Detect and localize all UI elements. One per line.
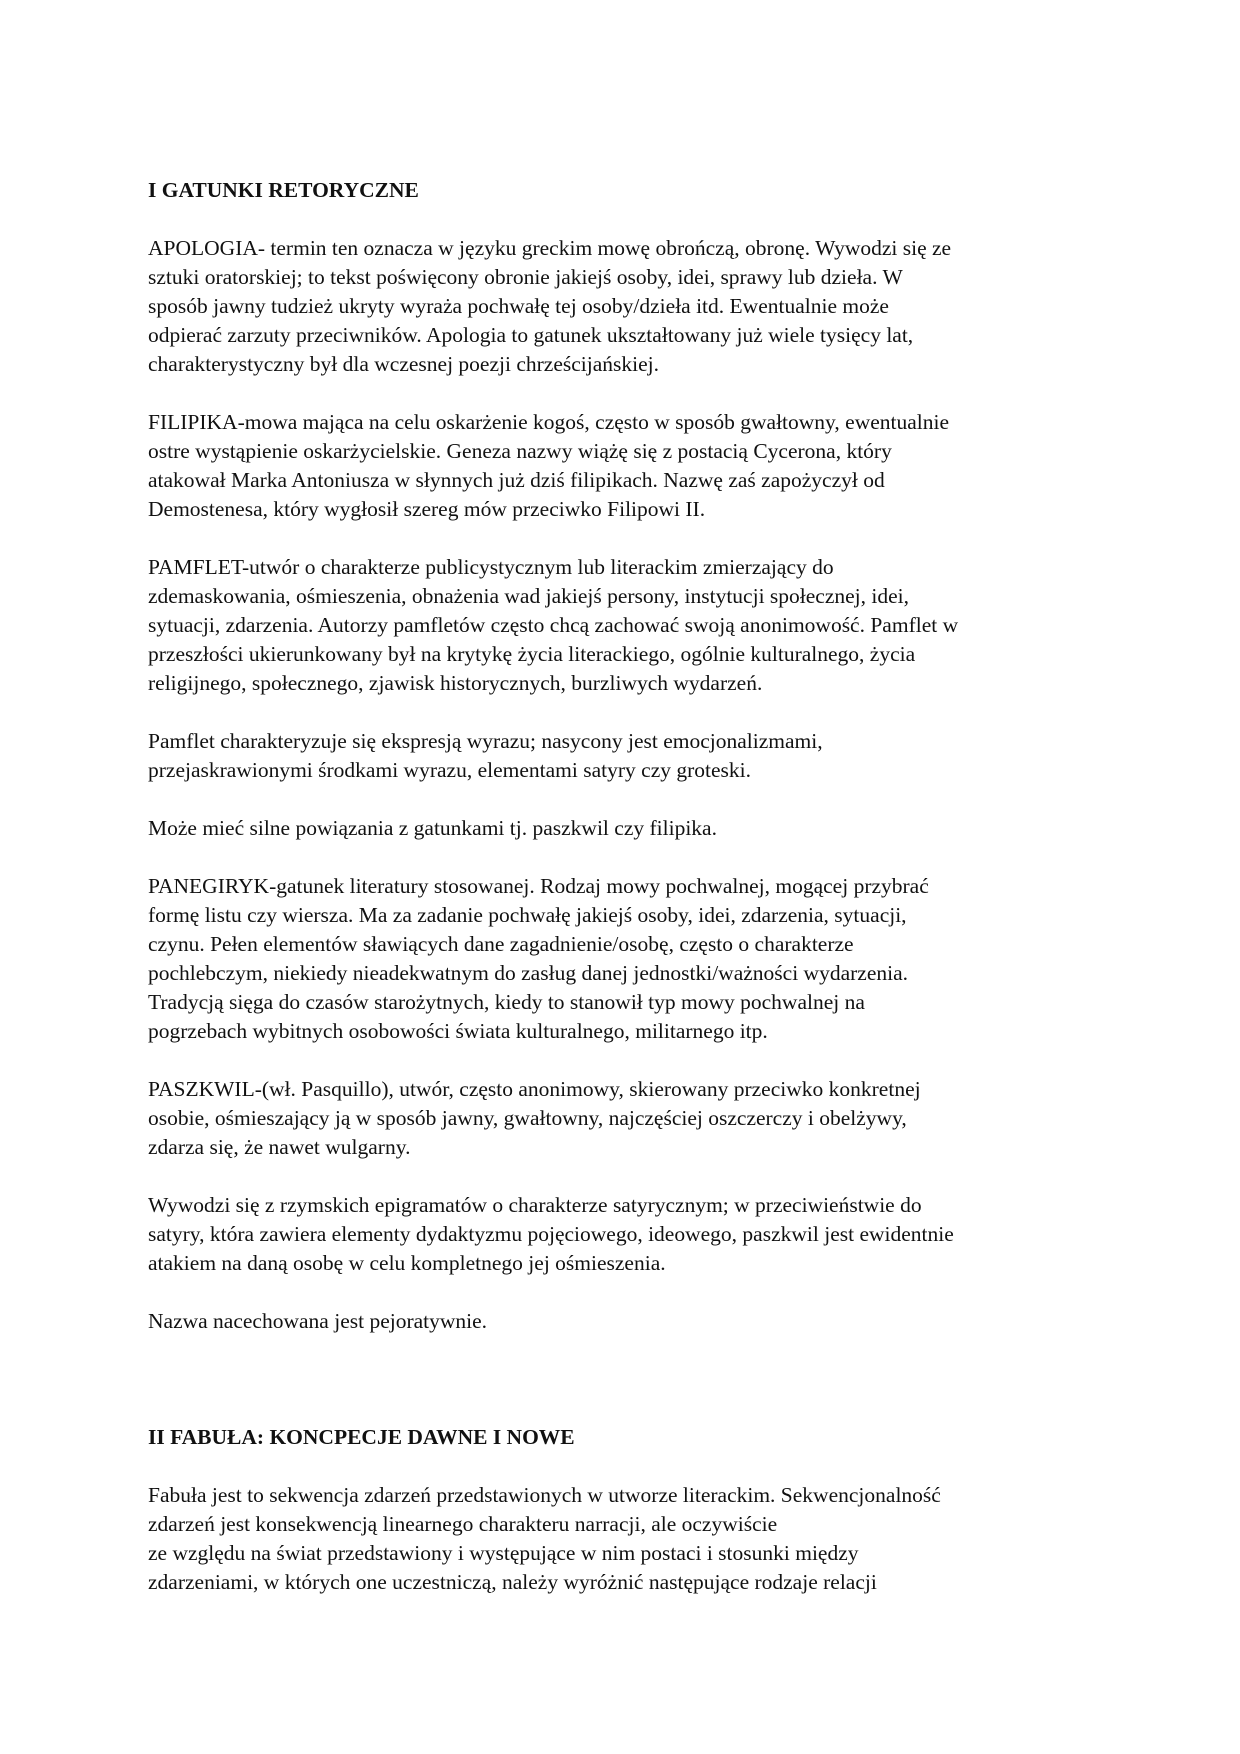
paragraph: [148, 408, 1108, 524]
text-line: zdarzeniami, w których one uczestniczą, należy wyróżnić następujące rodzaje relacji: [148, 1570, 877, 1594]
text-line: FILIPIKA-mowa mająca na celu oskarżenie kogoś, często w sposób gwałtowny, ewentualnie: [148, 410, 950, 434]
text-line: satyry, która zawiera elementy dydaktyzmu pojęciowego, ideowego, paszkwil jest ewidentnie: [148, 1222, 954, 1246]
section-spacer: [148, 1365, 1108, 1423]
text-line: Wywodzi się z rzymskich epigramatów o charakterze satyrycznym; w przeciwieństwie do: [148, 1193, 922, 1217]
text-line: formę listu czy wiersza. Ma za zadanie pochwałę jakiejś osoby, idei, zdarzenia, sytuacji,: [148, 903, 907, 927]
text-line: czynu. Pełen elementów sławiących dane zagadnienie/osobę, często o charakterze: [148, 932, 854, 956]
text-line: PANEGIRYK-gatunek literatury stosowanej. Rodzaj mowy pochwalnej, mogącej przybrać: [148, 874, 929, 898]
text-line: sytuacji, zdarzenia. Autorzy pamfletów często chcą zachować swoją anonimowość. Pamflet w: [148, 613, 959, 637]
text-line: PASZKWIL-(wł. Pasquillo), utwór, często anonimowy, skierowany przeciwko konkretnej: [148, 1077, 921, 1101]
section-heading: II FABUŁA: KONCPECJE DAWNE I NOWE: [148, 1425, 575, 1449]
text-line: sztuki oratorskiej; to tekst poświęcony obronie jakiejś osoby, idei, sprawy lub dzieła. W: [148, 265, 903, 289]
text-line: Nazwa nacechowana jest pejoratywnie.: [148, 1309, 488, 1333]
text-line: odpierać zarzuty przeciwników. Apologia to gatunek ukształtowany już wiele tysięcy lat,: [148, 323, 914, 347]
text-line: Może mieć silne powiązania z gatunkami tj. paszkwil czy filipika.: [148, 816, 717, 840]
section-heading: I GATUNKI RETORYCZNE: [148, 178, 419, 202]
text-line: zdemaskowania, ośmieszenia, obnażenia wad jakiejś persony, instytucji społecznej, idei,: [148, 584, 910, 608]
paragraph: [148, 727, 1108, 785]
text-line: religijnego, społecznego, zjawisk historycznych, burzliwych wydarzeń.: [148, 671, 763, 695]
text-line: zdarzeń jest konsekwencją linearnego charakteru narracji, ale oczywiście: [148, 1512, 778, 1536]
text-line: pogrzebach wybitnych osobowości świata kulturalnego, militarnego itp.: [148, 1019, 768, 1043]
text-line: ostre wystąpienie oskarżycielskie. Geneza nazwy wiążę się z postacią Cycerona, który: [148, 439, 892, 463]
text-line: Pamflet charakteryzuje się ekspresją wyrazu; nasycony jest emocjonalizmami,: [148, 729, 823, 753]
paragraph: [148, 872, 1108, 1046]
text-line: Tradycją sięga do czasów starożytnych, kiedy to stanowił typ mowy pochwalnej na: [148, 990, 865, 1014]
paragraph: [148, 553, 1108, 698]
text-line: przejaskrawionymi środkami wyrazu, elementami satyry czy groteski.: [148, 758, 751, 782]
text-line: Demostenesa, który wygłosił szereg mów przeciwko Filipowi II.: [148, 497, 706, 521]
text-line: zdarza się, że nawet wulgarny.: [148, 1135, 411, 1159]
paragraph: [148, 1075, 1108, 1162]
document-body: [148, 176, 1108, 1626]
text-line: PAMFLET-utwór o charakterze publicystycznym lub literackim zmierzający do: [148, 555, 834, 579]
text-line: przeszłości ukierunkowany był na krytykę życia literackiego, ogólnie kulturalnego, życia: [148, 642, 916, 666]
paragraph: [148, 1307, 1108, 1336]
text-line: atakował Marka Antoniusza w słynnych już dziś filipikach. Nazwę zaś zapożyczył od: [148, 468, 885, 492]
text-line: sposób jawny tudzież ukryty wyraża pochwałę tej osoby/dzieła itd. Ewentualnie może: [148, 294, 889, 318]
paragraph: [148, 814, 1108, 843]
text-line: APOLOGIA- termin ten oznacza w języku greckim mowę obrończą, obronę. Wywodzi się ze: [148, 236, 952, 260]
paragraph: [148, 1191, 1108, 1278]
text-line: Fabuła jest to sekwencja zdarzeń przedstawionych w utworze literackim. Sekwencjonalność: [148, 1483, 941, 1507]
paragraph: [148, 1481, 1108, 1597]
text-line: ze względu na świat przedstawiony i występujące w nim postaci i stosunki między: [148, 1541, 859, 1565]
text-line: pochlebczym, niekiedy nieadekwatnym do zasług danej jednostki/ważności wydarzenia.: [148, 961, 909, 985]
text-line: charakterystyczny był dla wczesnej poezji chrześcijańskiej.: [148, 352, 659, 376]
text-line: atakiem na daną osobę w celu kompletnego jej ośmieszenia.: [148, 1251, 666, 1275]
text-line: osobie, ośmieszający ją w sposób jawny, gwałtowny, najczęściej oszczerczy i obelżywy,: [148, 1106, 907, 1130]
paragraph: [148, 234, 1108, 379]
